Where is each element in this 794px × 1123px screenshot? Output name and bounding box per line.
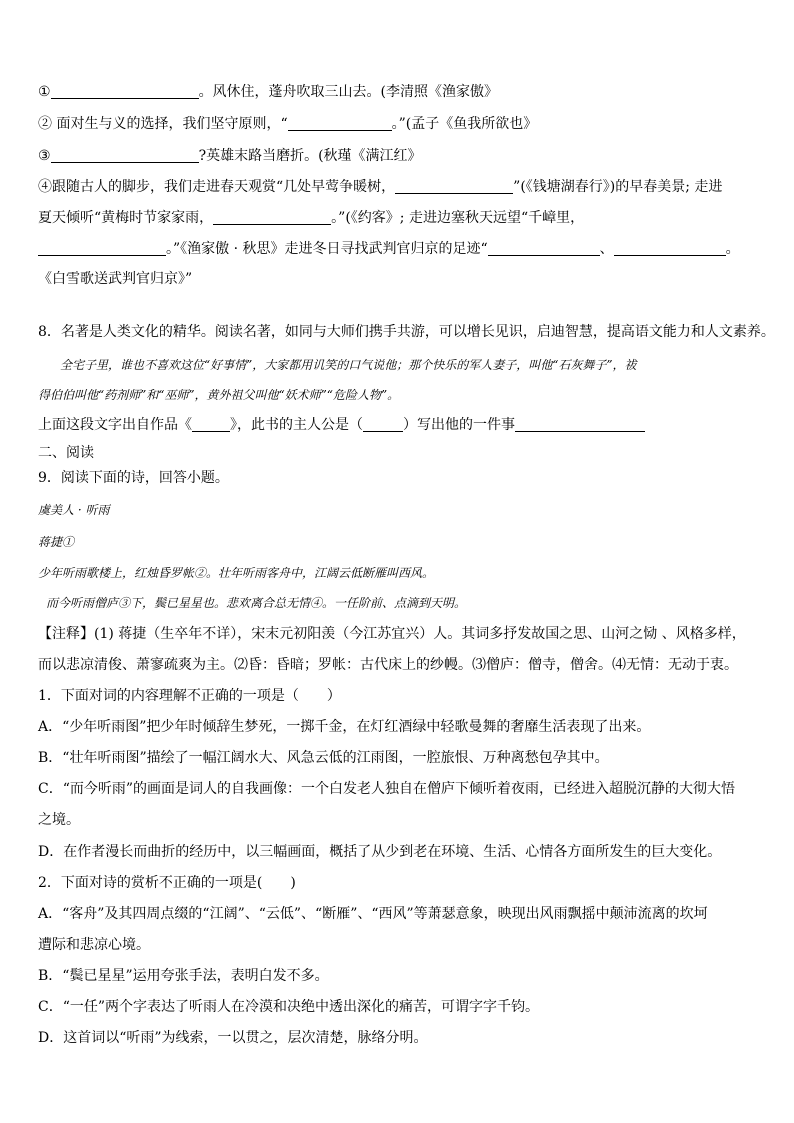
sub-question-1-option-a: A．“少年听雨图”把少年时倾辞生梦死，一掷千金，在灯红酒绿中轻歌曼舞的奢靡生活表现了出来。 (38, 719, 651, 735)
fill-line-3 (38, 147, 422, 165)
sub-question-1-option-c-cont: 之境。 (38, 812, 80, 828)
sub-question-2-option-d: D．这首词以“听雨”为线索，一以贯之，层次清楚，脉络分明。 (38, 1030, 428, 1046)
question-8-quote-line-1: 全宅子里，谁也不喜欢这位“好事情”，大家都用讥笑的口气说他；那个快乐的军人妻子，叫他“石灰舞子”，祓 (60, 358, 637, 372)
answer-blank[interactable] (192, 417, 230, 432)
poem-author: 蒋捷① (38, 535, 75, 549)
sub-question-2: 2．下面对诗的赏析不正确的一项是( ) (38, 875, 296, 891)
question-9-stem: 9．阅读下面的诗，回答小题。 (38, 470, 229, 486)
fill-line-3-text-b: ?英雄末路当磨折。(秋瑾《满江红》 (198, 148, 422, 164)
fill-line-2-text-a: ② 面对生与义的选择，我们坚守原则，“ (38, 116, 288, 132)
sub-question-1-option-b: B．“壮年听雨图”描绘了一幅江阔水大、风急云低的江雨图，一腔旅恨、万种离愁包孕其中。 (38, 750, 609, 766)
answer-blank[interactable] (515, 417, 645, 432)
poem-title: 虞美人 · 听雨 (38, 503, 110, 517)
answer-blank[interactable] (488, 241, 600, 256)
fill-line-5-text-a: 夏天倾听“黄梅时节家家雨， (38, 210, 214, 226)
fill-line-1 (38, 83, 498, 101)
fill-line-1-text-b: 。风休住，蓬舟吹取三山去。(李清照《渔家傲》 (198, 84, 499, 100)
answer-blank[interactable] (288, 116, 392, 131)
fill-line-4 (38, 178, 722, 196)
fill-line-6 (38, 240, 740, 258)
fill-line-2-text-b: 。”(孟子《鱼我所欲也》 (391, 116, 538, 132)
fill-line-5-text-b: 。”(《约客》; 走进边塞秋天远望“千嶂里， (331, 210, 585, 226)
poem-line-2: 而今听雨僧庐③下，鬓已星星也。悲欢离合总无情④。一任阶前、点滴到天明。 (46, 596, 467, 610)
sub-question-2-option-b: B．“鬓已星星”运用夸张手法，表明白发不多。 (38, 968, 329, 984)
fill-line-6-text-d: 。 (725, 241, 740, 257)
sub-question-1-option-d: D．在作者漫长而曲折的经历中，以三幅画面，概括了从少到老在环境、生活、心情各方面所发生的巨大变化。 (38, 844, 722, 860)
fill-line-7: 《白雪歌送武判官归京》” (38, 271, 193, 287)
answer-blank[interactable] (51, 148, 199, 163)
sub-question-1: 1．下面对词的内容理解不正确的一项是（ ） (38, 688, 341, 704)
question-8-ask-text-c: ）写出他的一件事 (403, 417, 515, 433)
fill-line-2 (38, 115, 537, 133)
section-heading: 二、阅读 (38, 445, 94, 461)
question-8-ask-text-a: 上面这段文字出自作品《 (38, 417, 192, 433)
fill-line-5 (38, 209, 584, 227)
fill-line-4-text-b: ”(《钱塘湖春行》)的早春美景; 走进 (513, 179, 723, 195)
answer-blank[interactable] (395, 179, 513, 194)
fill-line-4-text-a: ④跟随古人的脚步，我们走进春天观赏“几处早莺争暖树， (38, 179, 396, 195)
sub-question-2-option-a-cont: 遭际和悲凉心境。 (38, 937, 150, 953)
question-8-ask-text-b: 》，此书的主人公是（ (230, 417, 363, 433)
sub-question-1-option-c: C．“而今听雨”的画面是词人的自我画像：一个白发老人独自在僧庐下倾听着夜雨，已经进入超脱沉静的大彻大悟 (38, 781, 736, 797)
sub-question-2-option-c: C．“一任”两个字表达了听雨人在冷漠和决绝中透出深化的痛苦，可谓字字千钧。 (38, 999, 540, 1015)
fill-line-1-text-a: ① (38, 84, 51, 100)
poem-note-line-2: 而以悲凉清俊、萧寥疏爽为主。⑵昏：昏暗；罗帐：古代床上的纱幔。⑶僧庐：僧寺，僧舍。⑷无情：无动于衷。 (38, 657, 738, 673)
answer-blank[interactable] (38, 241, 166, 256)
answer-blank[interactable] (213, 210, 331, 225)
fill-line-3-text-a: ③ (38, 148, 51, 164)
sub-question-2-option-a: A．“客舟”及其四周点缀的“江阔”、“云低”、“断雁”、“西风”等萧瑟意象，映现出风雨飘摇中颠沛流离的坎坷 (38, 906, 708, 922)
answer-blank[interactable] (51, 84, 199, 99)
poem-note-line-1: 【注释】(1) 蒋捷（生卒年不详），宋末元初阳羡（今江苏宜兴）人。其词多抒发故国之思、山河之恸 、风格多样， (38, 626, 746, 642)
answer-blank[interactable] (614, 241, 726, 256)
question-8-ask (38, 416, 645, 434)
answer-blank[interactable] (363, 417, 403, 432)
question-8-quote-line-2: 得伯伯叫他“药剂师”和“巫师”，黄外祖父叫他“妖术师”“危险人物”。 (38, 388, 400, 402)
poem-line-1: 少年听雨歌楼上，红烛昏罗帐②。壮年听雨客舟中，江阔云低断雁叫西风。 (38, 566, 435, 580)
fill-line-6-text-b: 。”《渔家傲 · 秋思》走进冬日寻找武判官归京的足迹“ (166, 241, 488, 257)
question-8-stem: 8．名著是人类文化的精华。阅读名著，如同与大师们携手共游，可以增长见识，启迪智慧，提高语文能力和人文素养。 (38, 324, 775, 340)
fill-line-6-text-c: 、 (599, 241, 614, 257)
